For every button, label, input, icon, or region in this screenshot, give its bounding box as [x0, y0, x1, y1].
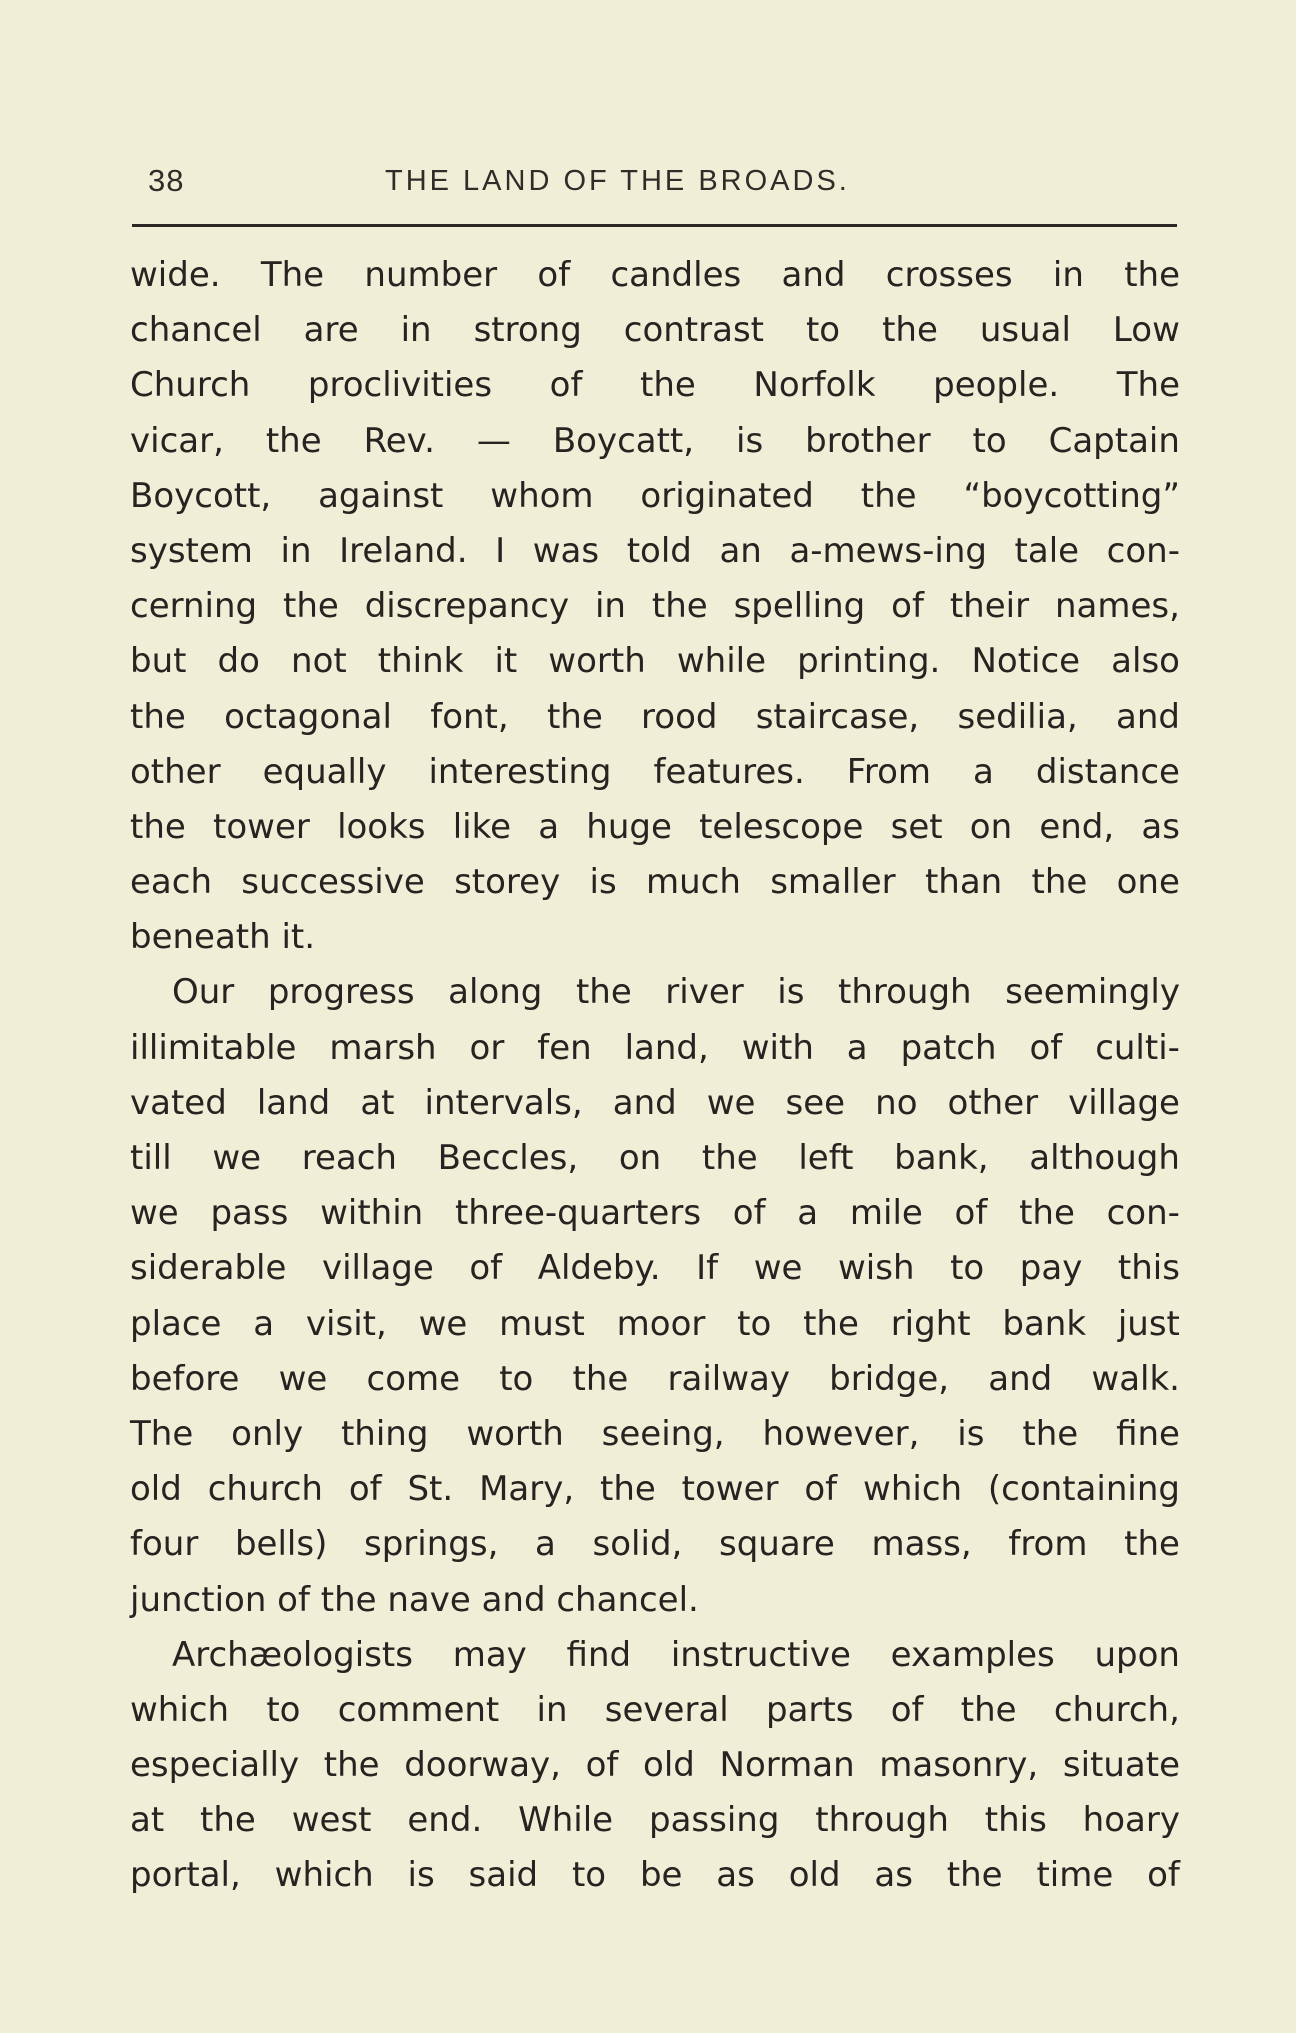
text-line: old church of St. Mary, the tower of which (containing [130, 1469, 1180, 1510]
text-line: but do not think it worth while printing. Notice also [130, 641, 1180, 682]
text-line: each successive storey is much smaller than the one [130, 862, 1180, 903]
text-line: illimitable marsh or fen land, with a patch of culti- [130, 1027, 1180, 1068]
text-line: Archæologists may find instructive examples upon [172, 1634, 1180, 1675]
text-line: four bells) springs, a solid, square mass, from the [130, 1524, 1180, 1565]
text-line: siderable village of Aldeby. If we wish to pay this [130, 1248, 1180, 1289]
text-line: which to comment in several parts of the church, [130, 1689, 1180, 1730]
text-line: other equally interesting features. From a distance [130, 751, 1180, 792]
text-line: Our progress along the river is through seemingly [172, 972, 1180, 1013]
text-line: Church proclivities of the Norfolk people. The [130, 365, 1180, 406]
running-head: THE LAND OF THE BROADS. [385, 165, 850, 197]
text-line: chancel are in strong contrast to the usual Low [130, 310, 1180, 351]
text-line: junction of the nave and chancel. [130, 1579, 699, 1620]
text-line: The only thing worth seeing, however, is the fine [130, 1413, 1180, 1454]
text-line: vated land at intervals, and we see no other village [130, 1082, 1180, 1123]
page-header [130, 163, 1177, 213]
text-line: place a visit, we must moor to the right bank just [130, 1303, 1180, 1344]
page-number: 38 [148, 163, 185, 198]
text-line: system in Ireland. I was told an a-mews-ing tale con- [130, 530, 1180, 571]
text-line: especially the doorway, of old Norman masonry, situate [130, 1745, 1180, 1786]
text-line: the tower looks like a huge telescope set on end, as [130, 806, 1180, 847]
text-line: we pass within three-quarters of a mile of the con- [130, 1193, 1180, 1234]
text-line: beneath it. [130, 917, 316, 958]
text-line: at the west end. While passing through this hoary [130, 1800, 1180, 1841]
text-line: Boycott, against whom originated the “boycotting” [130, 475, 1180, 516]
text-line: till we reach Beccles, on the left bank, although [130, 1138, 1180, 1178]
body-text [130, 248, 1180, 1904]
header-rule [132, 224, 1177, 227]
text-line: before we come to the railway bridge, and walk. [130, 1358, 1180, 1399]
text-line: portal, which is said to be as old as the time of [130, 1855, 1180, 1896]
text-line: vicar, the Rev. — Boycatt, is brother to Captain [130, 420, 1180, 461]
text-line: wide. The number of candles and crosses in the [130, 255, 1180, 295]
text-line: the octagonal font, the rood staircase, sedilia, and [130, 696, 1180, 737]
text-line: cerning the discrepancy in the spelling of their names, [130, 586, 1180, 627]
